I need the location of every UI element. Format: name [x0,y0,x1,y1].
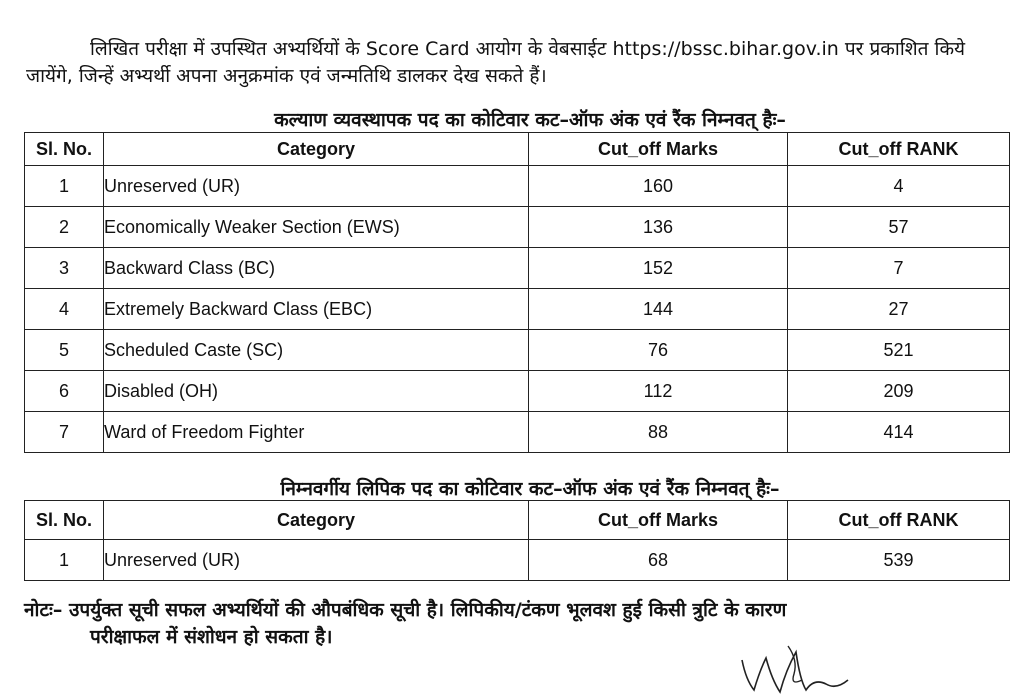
header-category: Category [104,501,529,540]
category-cell: Economically Weaker Section (EWS) [104,207,529,248]
welfare-manager-cutoff-table [24,132,1010,453]
cutoff-rank-cell: 521 [788,330,1010,371]
table2-heading: निम्नवर्गीय लिपिक पद का कोटिवार कट–ऑफ अंक एवं रैंक निम्नवत् हैः– [280,478,780,500]
header-category: Category [104,133,529,166]
category-cell: Backward Class (BC) [104,248,529,289]
cutoff-rank-cell: 27 [788,289,1010,330]
table-row [25,207,1010,248]
header-sl-no: Sl. No. [25,133,104,166]
intro-paragraph: लिखित परीक्षा में उपस्थित अभ्यर्थियों के Score Card आयोग के वेबसाईट https://bssc.bihar.gov.in पर प्रकाशित किये जायेंगे, जिन्हें अभ्यर्थी अपना अनुक्रमांक एवं जन्मतिथि डालकर देख सकते हैं। [26,38,966,87]
cutoff-rank-cell: 539 [788,540,1010,581]
cutoff-rank-cell: 4 [788,166,1010,207]
cutoff-marks-cell: 76 [529,330,788,371]
category-cell: Scheduled Caste (SC) [104,330,529,371]
table-row [25,330,1010,371]
header-cutoff-rank: Cut_off RANK [788,501,1010,540]
cutoff-marks-cell: 136 [529,207,788,248]
cutoff-marks-cell: 152 [529,248,788,289]
header-cutoff-marks: Cut_off Marks [529,133,788,166]
sl-no-cell: 7 [25,412,104,453]
cutoff-rank-cell: 209 [788,371,1010,412]
sl-no-cell: 4 [25,289,104,330]
table-header-row [25,133,1010,166]
sl-no-cell: 5 [25,330,104,371]
sl-no-cell: 1 [25,540,104,581]
cutoff-marks-cell: 68 [529,540,788,581]
header-cutoff-rank: Cut_off RANK [788,133,1010,166]
category-cell: Ward of Freedom Fighter [104,412,529,453]
category-cell: Unreserved (UR) [104,166,529,207]
cutoff-marks-cell: 88 [529,412,788,453]
lower-division-clerk-cutoff-table [24,500,1010,581]
cutoff-marks-cell: 144 [529,289,788,330]
table-row [25,371,1010,412]
note-line-1: नोटः– उपर्युक्त सूची सफल अभ्यर्थियों की औपबंधिक सूची है। लिपिकीय/टंकण भूलवश हुई किसी त्रुटि के कारण [24,599,787,621]
cutoff-rank-cell: 57 [788,207,1010,248]
cutoff-rank-cell: 7 [788,248,1010,289]
sl-no-cell: 2 [25,207,104,248]
header-cutoff-marks: Cut_off Marks [529,501,788,540]
note-line-2: परीक्षाफल में संशोधन हो सकता है। [90,626,333,648]
table-row [25,412,1010,453]
category-cell: Disabled (OH) [104,371,529,412]
category-cell: Unreserved (UR) [104,540,529,581]
category-cell: Extremely Backward Class (EBC) [104,289,529,330]
sl-no-cell: 3 [25,248,104,289]
table-header-row [25,501,1010,540]
table-row [25,166,1010,207]
table1-heading: कल्याण व्यवस्थापक पद का कोटिवार कट–ऑफ अंक एवं रैंक निम्नवत् हैः– [274,109,786,131]
sl-no-cell: 1 [25,166,104,207]
cutoff-marks-cell: 160 [529,166,788,207]
cutoff-rank-cell: 414 [788,412,1010,453]
sl-no-cell: 6 [25,371,104,412]
table-row [25,248,1010,289]
cutoff-marks-cell: 112 [529,371,788,412]
header-sl-no: Sl. No. [25,501,104,540]
signature-mark [736,640,866,694]
table-row [25,540,1010,581]
table-row [25,289,1010,330]
